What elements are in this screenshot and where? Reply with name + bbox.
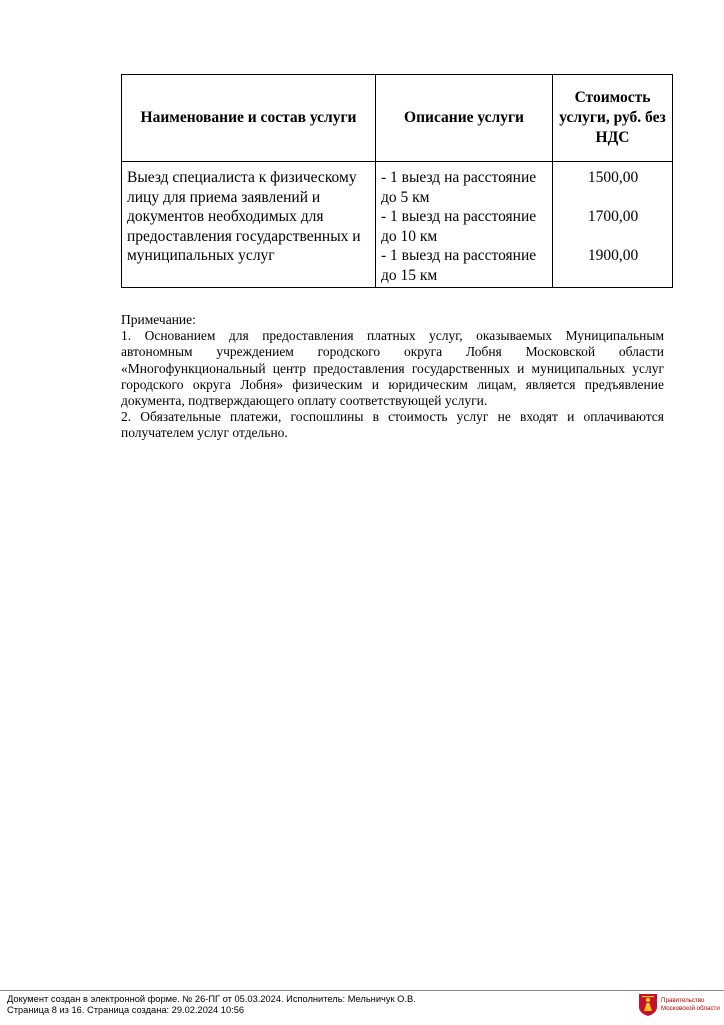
logo-line: Московской области bbox=[661, 1004, 720, 1012]
description-line: - 1 выезд на расстояние до 15 км bbox=[381, 247, 537, 284]
services-price-table bbox=[121, 74, 673, 288]
document-footer bbox=[0, 990, 724, 1025]
government-logo-text bbox=[661, 997, 720, 1012]
price-value: 1700,00 bbox=[587, 208, 639, 226]
note-item: 1. Основанием для предоставления платных услуг, оказываемых Муниципальным автономным учреждением городского округа Лобня Московской области «Многофункциональный центр предоставления государственных и муниципальных услуг городского округа Лобня» физическим и юридическим лицам, является предъявление документа, подтверждающего оплату соответствующей услуги. bbox=[121, 328, 664, 409]
service-name-cell: Выезд специалиста к физическому лицу для приема заявлений и документов необходимых для предоставления государственных и муниципальных услуг bbox=[122, 162, 376, 288]
table-row bbox=[122, 162, 673, 288]
header-service-price: Стоимость услуги, руб. без НДС bbox=[553, 75, 673, 162]
footer-line-page: Страница 8 из 16. Страница создана: 29.02.2024 10:56 bbox=[7, 1005, 245, 1015]
header-service-description: Описание услуги bbox=[376, 75, 553, 162]
service-description-cell bbox=[376, 162, 553, 288]
price-value: 1900,00 bbox=[587, 247, 639, 265]
logo-line: Правительство bbox=[661, 997, 705, 1004]
service-price-cell bbox=[553, 162, 673, 288]
table-header-row bbox=[122, 75, 673, 162]
footer-line-document: Документ создан в электронной форме. № 26-ПГ от 05.03.2024. Исполнитель: Мельничук О.В. bbox=[7, 994, 416, 1004]
price-value: 1500,00 bbox=[587, 169, 639, 186]
description-line: - 1 выезд на расстояние до 10 км bbox=[381, 208, 537, 245]
note-section bbox=[121, 312, 664, 442]
header-service-name: Наименование и состав услуги bbox=[122, 75, 376, 162]
footer-text bbox=[7, 994, 416, 1016]
note-item: 2. Обязательные платежи, госпошлины в стоимость услуг не входят и оплачиваются получателем услуг отдельно. bbox=[121, 409, 664, 441]
note-title: Примечание: bbox=[121, 312, 196, 327]
description-line: - 1 выезд на расстояние до 5 км bbox=[381, 169, 537, 206]
moscow-region-emblem-icon bbox=[638, 993, 658, 1017]
